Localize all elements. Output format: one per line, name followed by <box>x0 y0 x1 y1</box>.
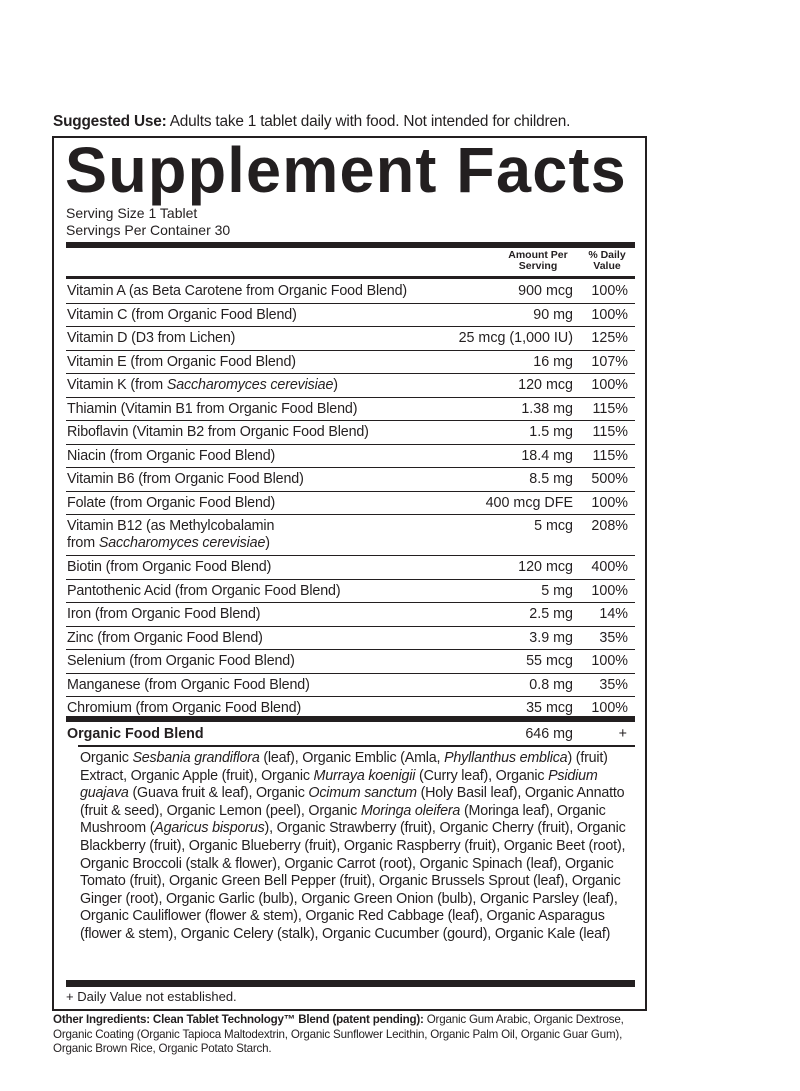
nutrient-amount: 1.38 mg <box>521 400 573 417</box>
nutrient-name <box>67 518 274 552</box>
nutrient-name: Iron (from Organic Food Blend) <box>67 606 261 622</box>
thick-divider-blend <box>66 716 635 722</box>
nutrient-row <box>66 603 635 627</box>
nutrient-daily-value: 100% <box>591 653 628 669</box>
thick-divider-top <box>66 242 635 248</box>
nutrient-row <box>66 674 635 698</box>
species-name: Saccharomyces cerevisiae <box>98 535 266 551</box>
nutrient-name: Zinc (from Organic Food Blend) <box>67 629 263 646</box>
nutrient-row <box>66 580 635 604</box>
nutrient-amount: 18.4 mg <box>521 447 573 464</box>
nutrient-amount: 1.5 mg <box>529 424 573 440</box>
nutrient-name: Pantothenic Acid (from Organic Food Blend) <box>67 582 341 599</box>
panel-title: Supplement Facts <box>65 134 627 206</box>
nutrient-amount: 5 mg <box>541 582 573 599</box>
blend-name: Organic Food Blend <box>67 726 204 742</box>
nutrient-row <box>66 304 635 328</box>
ingredient-text: ) (fruit) Extract, Organic Apple (fruit), Organic <box>80 750 608 784</box>
nutrient-table <box>66 280 635 720</box>
species-name: Phyllanthus emblica <box>444 750 568 766</box>
nutrient-amount: 35 mcg <box>526 700 573 716</box>
nutrient-name-part: from <box>67 535 99 551</box>
amount-per-serving-header <box>498 250 578 272</box>
servings-per-container: Servings Per Container 30 <box>66 222 231 238</box>
blend-divider <box>78 745 635 747</box>
nutrient-amount: 25 mcg (1,000 IU) <box>458 330 573 346</box>
nutrient-daily-value: 100% <box>591 306 628 323</box>
nutrient-daily-value: 125% <box>591 330 628 346</box>
nutrient-name-part: Vitamin K (from <box>67 377 167 393</box>
ingredient-text: (Guava fruit & leaf), Organic <box>128 785 309 802</box>
nutrient-row <box>66 398 635 422</box>
species-name: Saccharomyces cerevisiae <box>166 377 334 393</box>
nutrient-name: Vitamin A (as Beta Carotene from Organic Food Blend) <box>67 283 408 299</box>
nutrient-amount: 120 mcg <box>518 377 573 393</box>
nutrient-amount: 2.5 mg <box>529 606 573 622</box>
nutrient-name-line1: Vitamin B12 (as Methylcobalamin <box>67 518 275 534</box>
dv-header-line2: Value <box>593 260 621 272</box>
suggested-use <box>53 113 653 131</box>
amount-header-line2: Serving <box>518 260 558 272</box>
nutrient-amount: 120 mcg <box>518 559 573 575</box>
blend-daily-value: + <box>618 726 627 742</box>
nutrient-amount: 900 mcg <box>518 283 573 299</box>
nutrient-amount: 55 mcg <box>526 653 573 669</box>
nutrient-daily-value: 35% <box>599 629 628 646</box>
nutrient-name: Vitamin E (from Organic Food Blend) <box>67 353 296 370</box>
header-divider <box>66 276 635 279</box>
nutrient-name: Niacin (from Organic Food Blend) <box>67 447 276 464</box>
nutrient-row <box>66 650 635 674</box>
nutrient-daily-value: 107% <box>591 353 628 370</box>
nutrient-name: Vitamin C (from Organic Food Blend) <box>67 306 297 323</box>
other-ingredients <box>53 1013 653 1057</box>
ingredient-text: (Moringa leaf), Organic Mushroom ( <box>80 802 606 837</box>
blend-ingredients <box>80 750 640 944</box>
suggested-use-label: Suggested Use: <box>53 113 167 130</box>
nutrient-amount: 16 mg <box>533 353 573 370</box>
nutrient-daily-value: 14% <box>599 606 628 622</box>
nutrient-name: Biotin (from Organic Food Blend) <box>67 559 272 575</box>
suggested-use-text: Adults take 1 tablet daily with food. Not intended for children. <box>166 113 571 130</box>
nutrient-name: Thiamin (Vitamin B1 from Organic Food Blend) <box>67 400 358 417</box>
nutrient-amount: 400 mcg DFE <box>485 494 573 511</box>
nutrient-row <box>66 421 635 445</box>
amount-header-line1: Amount Per <box>508 249 568 261</box>
nutrient-row <box>66 351 635 375</box>
nutrient-amount: 90 mg <box>533 306 573 323</box>
species-name: Sesbania grandiflora <box>132 750 260 766</box>
supplement-facts-panel <box>52 136 647 1011</box>
other-ingredients-label: Other Ingredients: Clean Tablet Technology™ Blend (patent pending): <box>53 1013 424 1026</box>
nutrient-amount: 5 mcg <box>534 518 573 534</box>
ingredient-text: ), Organic Strawberry (fruit), Organic Cherry (fruit), Organic Blackberry (fruit), Organic Blueberry (fruit), Organic Raspberry (fruit), Organic Beet (root), Organic Broccoli (stalk & flower), Organic Carrot (root), Organic Spinach (leaf), Organic Tomato (fruit), Organic Green Bell Pepper (fruit), Organic Brussels Sprout (leaf), Organic Ginger (root), Organic Garlic (bulb), Organic Green Onion (bulb), Organic Parsley (leaf), Organic Cauliflower (flower & stem), Organic Red Cabbage (leaf), Organic Asparagus (flower & stem), Organic Celery (stalk), Organic Cucumber (gourd), Organic Kale (leaf) <box>80 820 626 942</box>
nutrient-amount: 8.5 mg <box>529 471 573 487</box>
dv-header-line1: % Daily <box>588 249 626 261</box>
nutrient-name: Chromium (from Organic Food Blend) <box>67 700 302 716</box>
ingredient-text: (Holy Basil leaf), Organic Annatto (fruit & seed), Organic Lemon (peel), Organic <box>80 785 625 819</box>
nutrient-row <box>66 327 635 351</box>
nutrient-row <box>66 515 635 556</box>
blend-amount: 646 mg <box>525 726 573 742</box>
other-ingredients-text: Organic Gum Arabic, Organic Dextrose, Organic Coating (Organic Tapioca Maltodextrin, Organic Sunflower Lecithin, Organic Palm Oil, Organic Guar Gum), Organic Brown Rice, Organic Potato Starch. <box>53 1013 624 1056</box>
ingredient-text: (Curry leaf), Organic <box>415 767 549 784</box>
nutrient-daily-value: 100% <box>591 283 628 299</box>
nutrient-row <box>66 492 635 516</box>
nutrient-daily-value: 400% <box>591 559 628 575</box>
nutrient-row <box>66 556 635 580</box>
nutrient-daily-value: 115% <box>592 424 628 440</box>
ingredient-text: (leaf), Organic Emblic (Amla, <box>259 750 445 766</box>
nutrient-name: Vitamin B6 (from Organic Food Blend) <box>67 471 304 487</box>
nutrient-amount: 3.9 mg <box>529 629 573 646</box>
nutrient-daily-value: 208% <box>591 518 628 534</box>
blend-row <box>66 723 635 745</box>
nutrient-amount: 0.8 mg <box>529 676 573 693</box>
thick-divider-bottom <box>66 980 635 987</box>
nutrient-row <box>66 374 635 398</box>
species-name: Moringa oleifera <box>360 802 461 819</box>
nutrient-name: Selenium (from Organic Food Blend) <box>67 653 295 669</box>
nutrient-name: Vitamin D (D3 from Lichen) <box>67 330 236 346</box>
serving-size: Serving Size 1 Tablet <box>66 205 198 221</box>
nutrient-row <box>66 468 635 492</box>
nutrient-daily-value: 115% <box>592 400 628 417</box>
nutrient-daily-value: 100% <box>591 494 628 511</box>
daily-value-header <box>582 250 632 272</box>
species-name: Agaricus bisporus <box>154 820 265 837</box>
daily-value-footnote: + Daily Value not established. <box>66 989 237 1004</box>
nutrient-daily-value: 100% <box>591 700 628 716</box>
species-name: Psidium guajava <box>80 767 598 802</box>
nutrient-daily-value: 35% <box>599 676 628 693</box>
nutrient-name <box>67 374 338 397</box>
nutrient-name: Manganese (from Organic Food Blend) <box>67 676 310 693</box>
nutrient-name: Folate (from Organic Food Blend) <box>67 494 276 511</box>
nutrient-daily-value: 100% <box>591 377 628 393</box>
nutrient-name-part: ) <box>265 535 270 551</box>
species-name: Murraya koenigii <box>313 767 416 784</box>
nutrient-name-part: ) <box>333 377 338 393</box>
species-name: Ocimum sanctum <box>308 785 417 802</box>
nutrient-row <box>66 627 635 651</box>
nutrient-row <box>66 445 635 469</box>
nutrient-row <box>66 280 635 304</box>
ingredient-text: Organic <box>80 750 133 766</box>
nutrient-daily-value: 500% <box>591 471 628 487</box>
nutrient-name: Riboflavin (Vitamin B2 from Organic Food Blend) <box>67 424 369 440</box>
nutrient-daily-value: 115% <box>592 447 628 464</box>
nutrient-name-line2 <box>67 535 274 552</box>
nutrient-daily-value: 100% <box>591 582 628 599</box>
